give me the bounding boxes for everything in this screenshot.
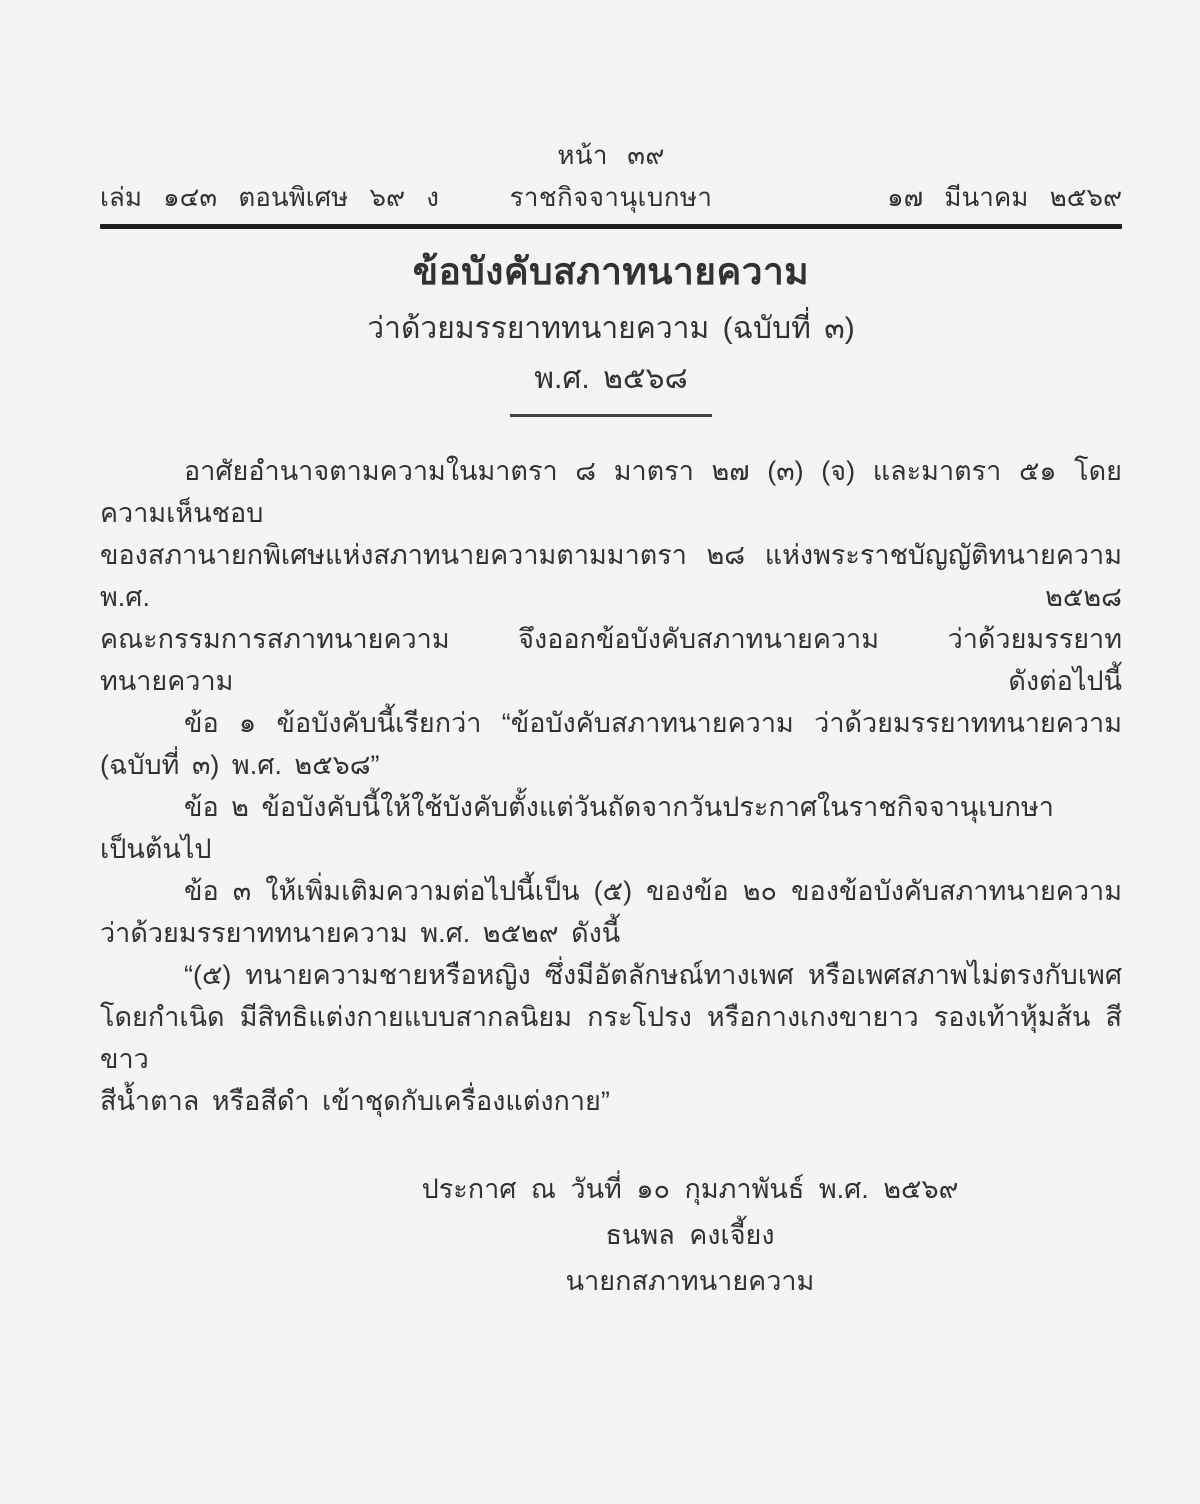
title-divider — [510, 414, 712, 417]
document-body — [100, 450, 1122, 1122]
title-block — [100, 247, 1122, 417]
body-line: คณะกรรมการสภาทนายความ จึงออกข้อบังคับสภาทนายความ ว่าด้วยมรรยาททนายความ ดังต่อไปนี้ — [100, 624, 1122, 696]
body-line: โดยกำเนิด มีสิทธิแต่งกายแบบสากลนิยม กระโปรง หรือกางเกงขายาว รองเท้าหุ้มส้น สีขาว — [100, 1002, 1122, 1074]
page-content — [100, 136, 1122, 1304]
proclamation-date-line: ประกาศ ณ วันที่ ๑๐ กุมภาพันธ์ พ.ศ. ๒๕๖๙ — [421, 1174, 959, 1204]
body-line: ของสภานายกพิเศษแห่งสภาทนายความตามมาตรา ๒๘ แห่งพระราชบัญญัติทนายความ พ.ศ. ๒๕๒๘ — [100, 540, 1122, 612]
page-number-label: หน้า ๓๙ — [557, 140, 665, 170]
body-line: ข้อ ๑ ข้อบังคับนี้เรียกว่า “ข้อบังคับสภาทนายความ ว่าด้วยมรรยาททนายความ — [184, 708, 1122, 738]
gazette-name: ราชกิจจานุเบกษา — [509, 182, 713, 212]
signer-title: นายกสภาทนายความ — [565, 1266, 815, 1296]
body-line: ข้อ ๒ ข้อบังคับนี้ให้ใช้บังคับตั้งแต่วันถัดจากวันประกาศในราชกิจจานุเบกษาเป็นต้นไป — [100, 792, 1054, 864]
document-title: ข้อบังคับสภาทนายความ — [412, 251, 810, 292]
document-subtitle: ว่าด้วยมรรยาททนายความ (ฉบับที่ ๓) — [367, 312, 855, 345]
header-rule — [100, 224, 1122, 229]
body-line: ว่าด้วยมรรยาททนายความ พ.ศ. ๒๕๒๙ ดังนี้ — [100, 918, 621, 948]
body-line: (ฉบับที่ ๓) พ.ศ. ๒๕๖๘” — [100, 750, 380, 780]
gazette-header — [100, 136, 1122, 229]
body-line: “(๕) ทนายความชายหรือหญิง ซึ่งมีอัตลักษณ์ทางเพศ หรือเพศสภาพไม่ตรงกับเพศ — [184, 960, 1122, 990]
publication-date: ๑๗ มีนาคม ๒๕๖๙ — [887, 182, 1122, 212]
document-year: พ.ศ. ๒๕๖๘ — [534, 362, 688, 395]
volume-issue-label: เล่ม ๑๔๓ ตอนพิเศษ ๖๙ ง — [100, 182, 439, 212]
signature-block — [390, 1166, 990, 1304]
gazette-header-row — [100, 178, 1122, 216]
body-line: อาศัยอำนาจตามความในมาตรา ๘ มาตรา ๒๗ (๓) (จ) และมาตรา ๕๑ โดยความเห็นชอบ — [100, 456, 1122, 528]
body-line: สีน้ำตาล หรือสีดำ เข้าชุดกับเครื่องแต่งกาย” — [100, 1086, 610, 1116]
signer-name: ธนพล คงเจี้ยง — [605, 1220, 775, 1250]
body-line: ข้อ ๓ ให้เพิ่มเติมความต่อไปนี้เป็น (๕) ของข้อ ๒๐ ของข้อบังคับสภาทนายความ — [184, 876, 1122, 906]
